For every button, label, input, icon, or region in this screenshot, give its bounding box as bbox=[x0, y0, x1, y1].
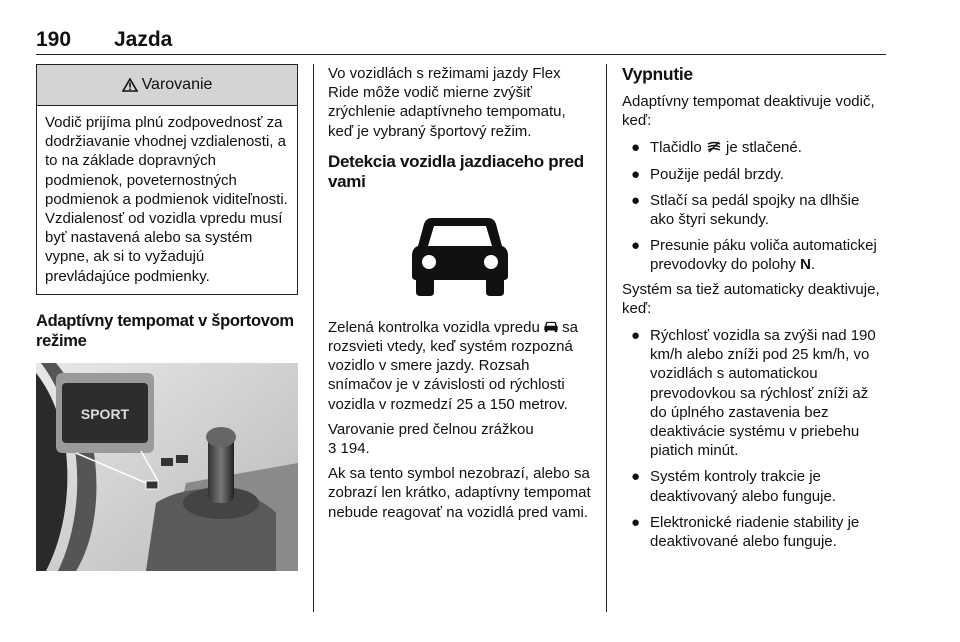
warning-title-bar bbox=[37, 65, 297, 106]
warning-text: Vodič prijíma plnú zodpovednosť za dodržiavanie vhodnej vzdialenosti, a to na základe dopravných podmienok, poveternostných podmienok a podmienok viditeľnosti. bbox=[45, 114, 288, 208]
page-header bbox=[36, 18, 886, 55]
section-heading: Detekcia vozidla jazdiaceho pred vami bbox=[328, 151, 584, 191]
auto-deactivation-list bbox=[622, 326, 884, 551]
vehicle-ahead-text: Zelená kontrolka vozidla vpredu sa rozsvieti vtedy, keď systém rozpozná vozidlo v smere jazdy. Rozsah snímačov je v závislosti od rýchlosti vozidla v rozmedzí 25 a 150 metrov. bbox=[328, 318, 578, 413]
list-item: ● Presunie páku voliča automatickej prevodovky do polohy N. bbox=[631, 237, 877, 274]
auto-deactivation-intro: Systém sa tiež automaticky deaktivuje, keď: bbox=[622, 280, 880, 317]
column-right bbox=[622, 64, 884, 558]
chapter-title: Jazda bbox=[114, 28, 173, 51]
cruise-cancel-icon bbox=[706, 141, 722, 153]
symbol-note-text: Ak sa tento symbol nezobrazí, alebo sa zobrazí len krátko, adaptívny tempomat nebude reagovať na vozidlá pred vami. bbox=[328, 465, 591, 521]
vehicle-ahead-small-icon bbox=[544, 321, 558, 333]
column-middle bbox=[328, 64, 592, 522]
warning-title: Varovanie bbox=[141, 76, 213, 93]
vehicle-ahead-icon bbox=[410, 212, 510, 298]
list-item: ● Rýchlosť vozidla sa zvýši nad 190 km/h alebo zníži pod 25 km/h, vo vozidlách s automatickou prevodovkou sa rýchlosť zníži až do úplného zastavenia bez deaktivácie systému v priebehu piatich minút. bbox=[631, 327, 876, 460]
list-item: ● Systém kontroly trakcie je deaktivovaný alebo funguje. bbox=[631, 468, 836, 505]
manual-deactivation-list bbox=[622, 138, 884, 274]
sport-mode-text: Vo vozidlách s režimami jazdy Flex Ride môže vodič mierne zvýšiť zrýchlenie adaptívneho tempomatu, keď je vybraný športový režim. bbox=[328, 65, 566, 140]
warning-text: Vzdialenosť od vozidla vpredu musí byť nastavená alebo sa systém vypne, ak si to vyžadujú prevládajúce podmienky. bbox=[45, 210, 283, 285]
deactivation-intro: Adaptívny tempomat deaktivuje vodič, keď: bbox=[622, 93, 875, 130]
list-item: ● Stlačí sa pedál spojky na dlhšie ako štyri sekundy. bbox=[631, 191, 860, 229]
section-heading: Adaptívny tempomat v športovom režime bbox=[36, 311, 294, 350]
warning-triangle-icon bbox=[122, 78, 138, 92]
sport-button-label: SPORT bbox=[80, 405, 130, 422]
collision-warning-text: Varovanie pred čelnou zrážkou 3 194. bbox=[328, 420, 534, 458]
page-reference-link[interactable]: 3 194. bbox=[328, 440, 370, 458]
list-item: ● Tlačidlo je stlačené. bbox=[631, 139, 802, 157]
page-number: 190 bbox=[36, 28, 72, 51]
vehicle-ahead-figure bbox=[328, 202, 592, 308]
list-item: ● Elektronické riadenie stability je deaktivované alebo funguje. bbox=[631, 513, 860, 551]
section-heading: Vypnutie bbox=[622, 64, 693, 84]
sport-button-photo bbox=[36, 363, 298, 571]
column-divider bbox=[313, 64, 314, 612]
warning-box bbox=[36, 64, 298, 295]
list-item: ● Použije pedál brzdy. bbox=[631, 165, 784, 183]
column-left bbox=[36, 64, 298, 571]
column-divider bbox=[606, 64, 607, 612]
